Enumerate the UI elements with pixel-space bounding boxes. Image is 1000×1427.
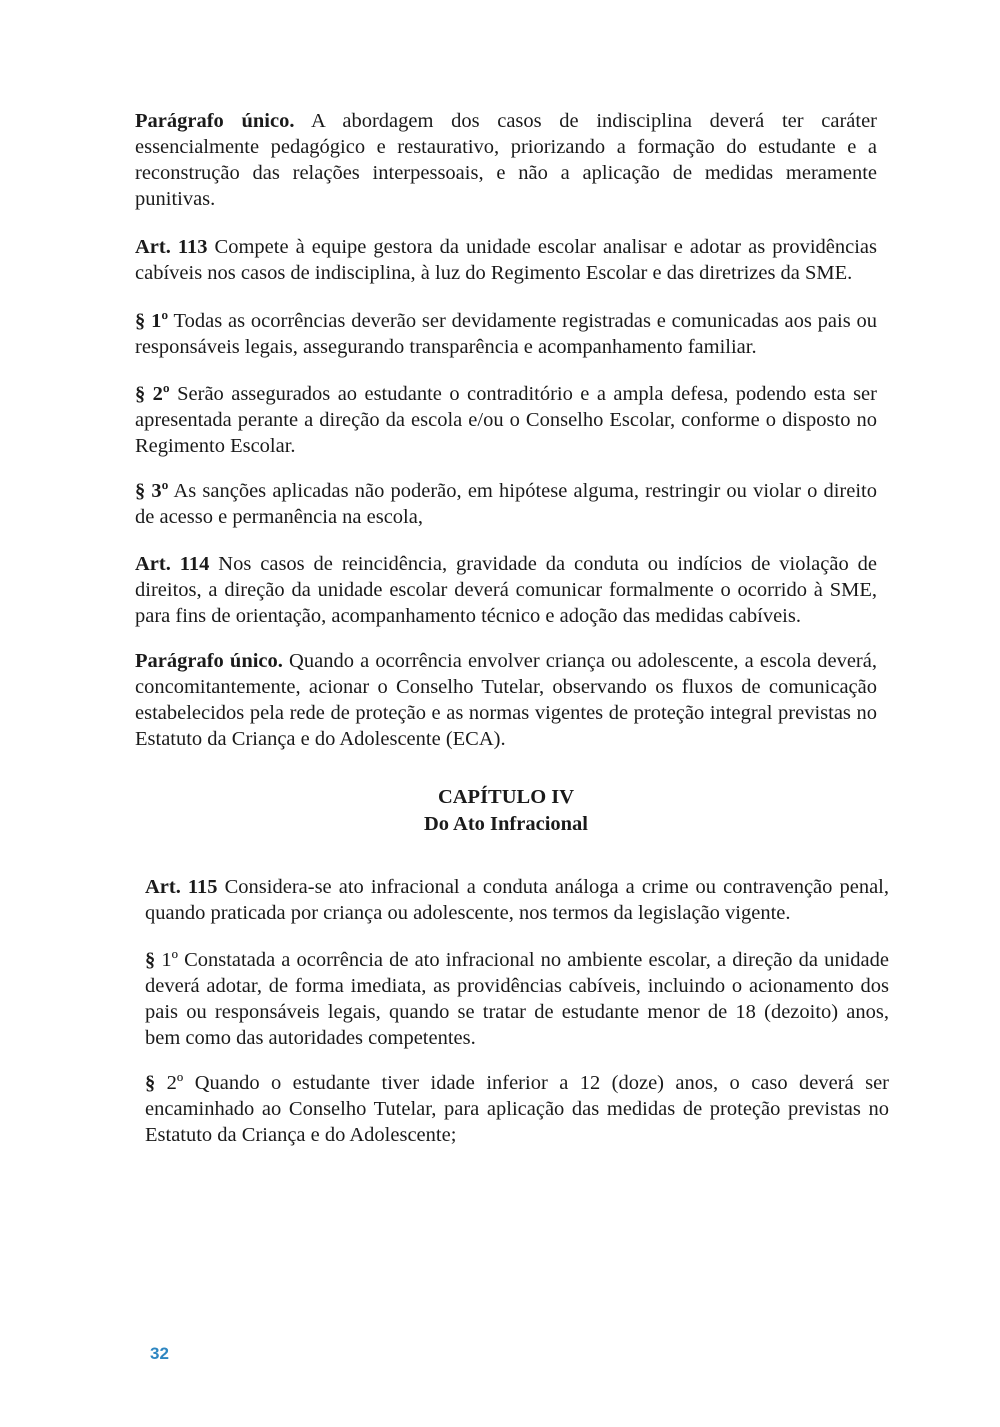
paragraph-text: Quando a ocorrência envolver criança ou adolescente, a escola deverá, concomitantemente, acionar o Conselho Tutelar, observando os fluxos de comunicação estabelecidos pela rede de proteção e as normas vigentes de proteção integral previstas no Estatuto da Criança e do Adolescente (ECA). — [135, 650, 877, 750]
article-115-paragraph-2 — [145, 1070, 889, 1148]
article-114 — [135, 551, 877, 629]
article-number: Art. 113 — [135, 236, 208, 258]
paragraph-text: 2º Quando o estudante tiver idade inferior a 12 (doze) anos, o caso deverá ser encaminhado ao Conselho Tutelar, para aplicação das medidas de proteção previstas no Estatuto da Criança e do Adolescente; — [145, 1072, 889, 1146]
paragraph-lead: § 2º — [135, 383, 170, 405]
paragraph-text: As sanções aplicadas não poderão, em hipótese alguma, restringir ou violar o direito de acesso e permanência na escola, — [135, 480, 877, 528]
article-text: Nos casos de reincidência, gravidade da conduta ou indícios de violação de direitos, a direção da unidade escolar deverá comunicar formalmente o ocorrido à SME, para fins de orientação, acompanhamento técnico e adoção das medidas cabíveis. — [135, 553, 877, 627]
paragraph-lead: Parágrafo único. — [135, 110, 295, 132]
article-text: Considera-se ato infracional a conduta análoga a crime ou contravenção penal, quando praticada por criança ou adolescente, nos termos da legislação vigente. — [145, 876, 889, 924]
article-text: Compete à equipe gestora da unidade escolar analisar e adotar as providências cabíveis nos casos de indisciplina, à luz do Regimento Escolar e das diretrizes da SME. — [135, 236, 877, 284]
chapter-title: CAPÍTULO IV — [437, 786, 575, 808]
article-114-paragrafo-unico — [135, 648, 877, 752]
article-113 — [135, 234, 877, 286]
paragraph-lead: § — [145, 1072, 156, 1094]
paragraph-lead: § 3º — [135, 480, 169, 502]
paragraph-text: Serão assegurados ao estudante o contraditório e a ampla defesa, podendo esta ser apresentada perante a direção da escola e/ou o Conselho Escolar, conforme o disposto no Regimento Escolar. — [135, 383, 877, 457]
article-115-paragraph-1 — [145, 947, 889, 1051]
chapter-heading — [135, 784, 877, 838]
paragraph-text: A abordagem dos casos de indisciplina deverá ter caráter essencialmente pedagógico e restaurativo, priorizando a formação do estudante e a reconstrução das relações interpessoais, e não a aplicação de medidas meramente punitivas. — [135, 110, 877, 210]
article-113-paragraph-1 — [135, 308, 877, 360]
article-number: Art. 114 — [135, 553, 210, 575]
article-number: Art. 115 — [145, 876, 218, 898]
page-number: 32 — [150, 1344, 169, 1363]
paragraph-lead: § — [145, 949, 156, 971]
paragraph-text: 1º Constatada a ocorrência de ato infracional no ambiente escolar, a direção da unidade deverá adotar, de forma imediata, as providências cabíveis, incluindo o acionamento dos pais ou responsáveis legais, quando se tratar de estudante menor de 18 (dezoito) anos, bem como das autoridades competentes. — [145, 949, 889, 1049]
paragraph-text: Todas as ocorrências deverão ser devidamente registradas e comunicadas aos pais ou responsáveis legais, assegurando transparência e acompanhamento familiar. — [135, 310, 877, 358]
article-113-paragraph-2 — [135, 381, 877, 459]
paragraph-lead: § 1º — [135, 310, 169, 332]
article-113-paragraph-3 — [135, 478, 877, 530]
chapter-subtitle: Do Ato Infracional — [424, 813, 588, 835]
paragrafo-unico-indisciplina — [135, 108, 877, 212]
article-115 — [145, 874, 889, 926]
paragraph-lead: Parágrafo único. — [135, 650, 283, 672]
